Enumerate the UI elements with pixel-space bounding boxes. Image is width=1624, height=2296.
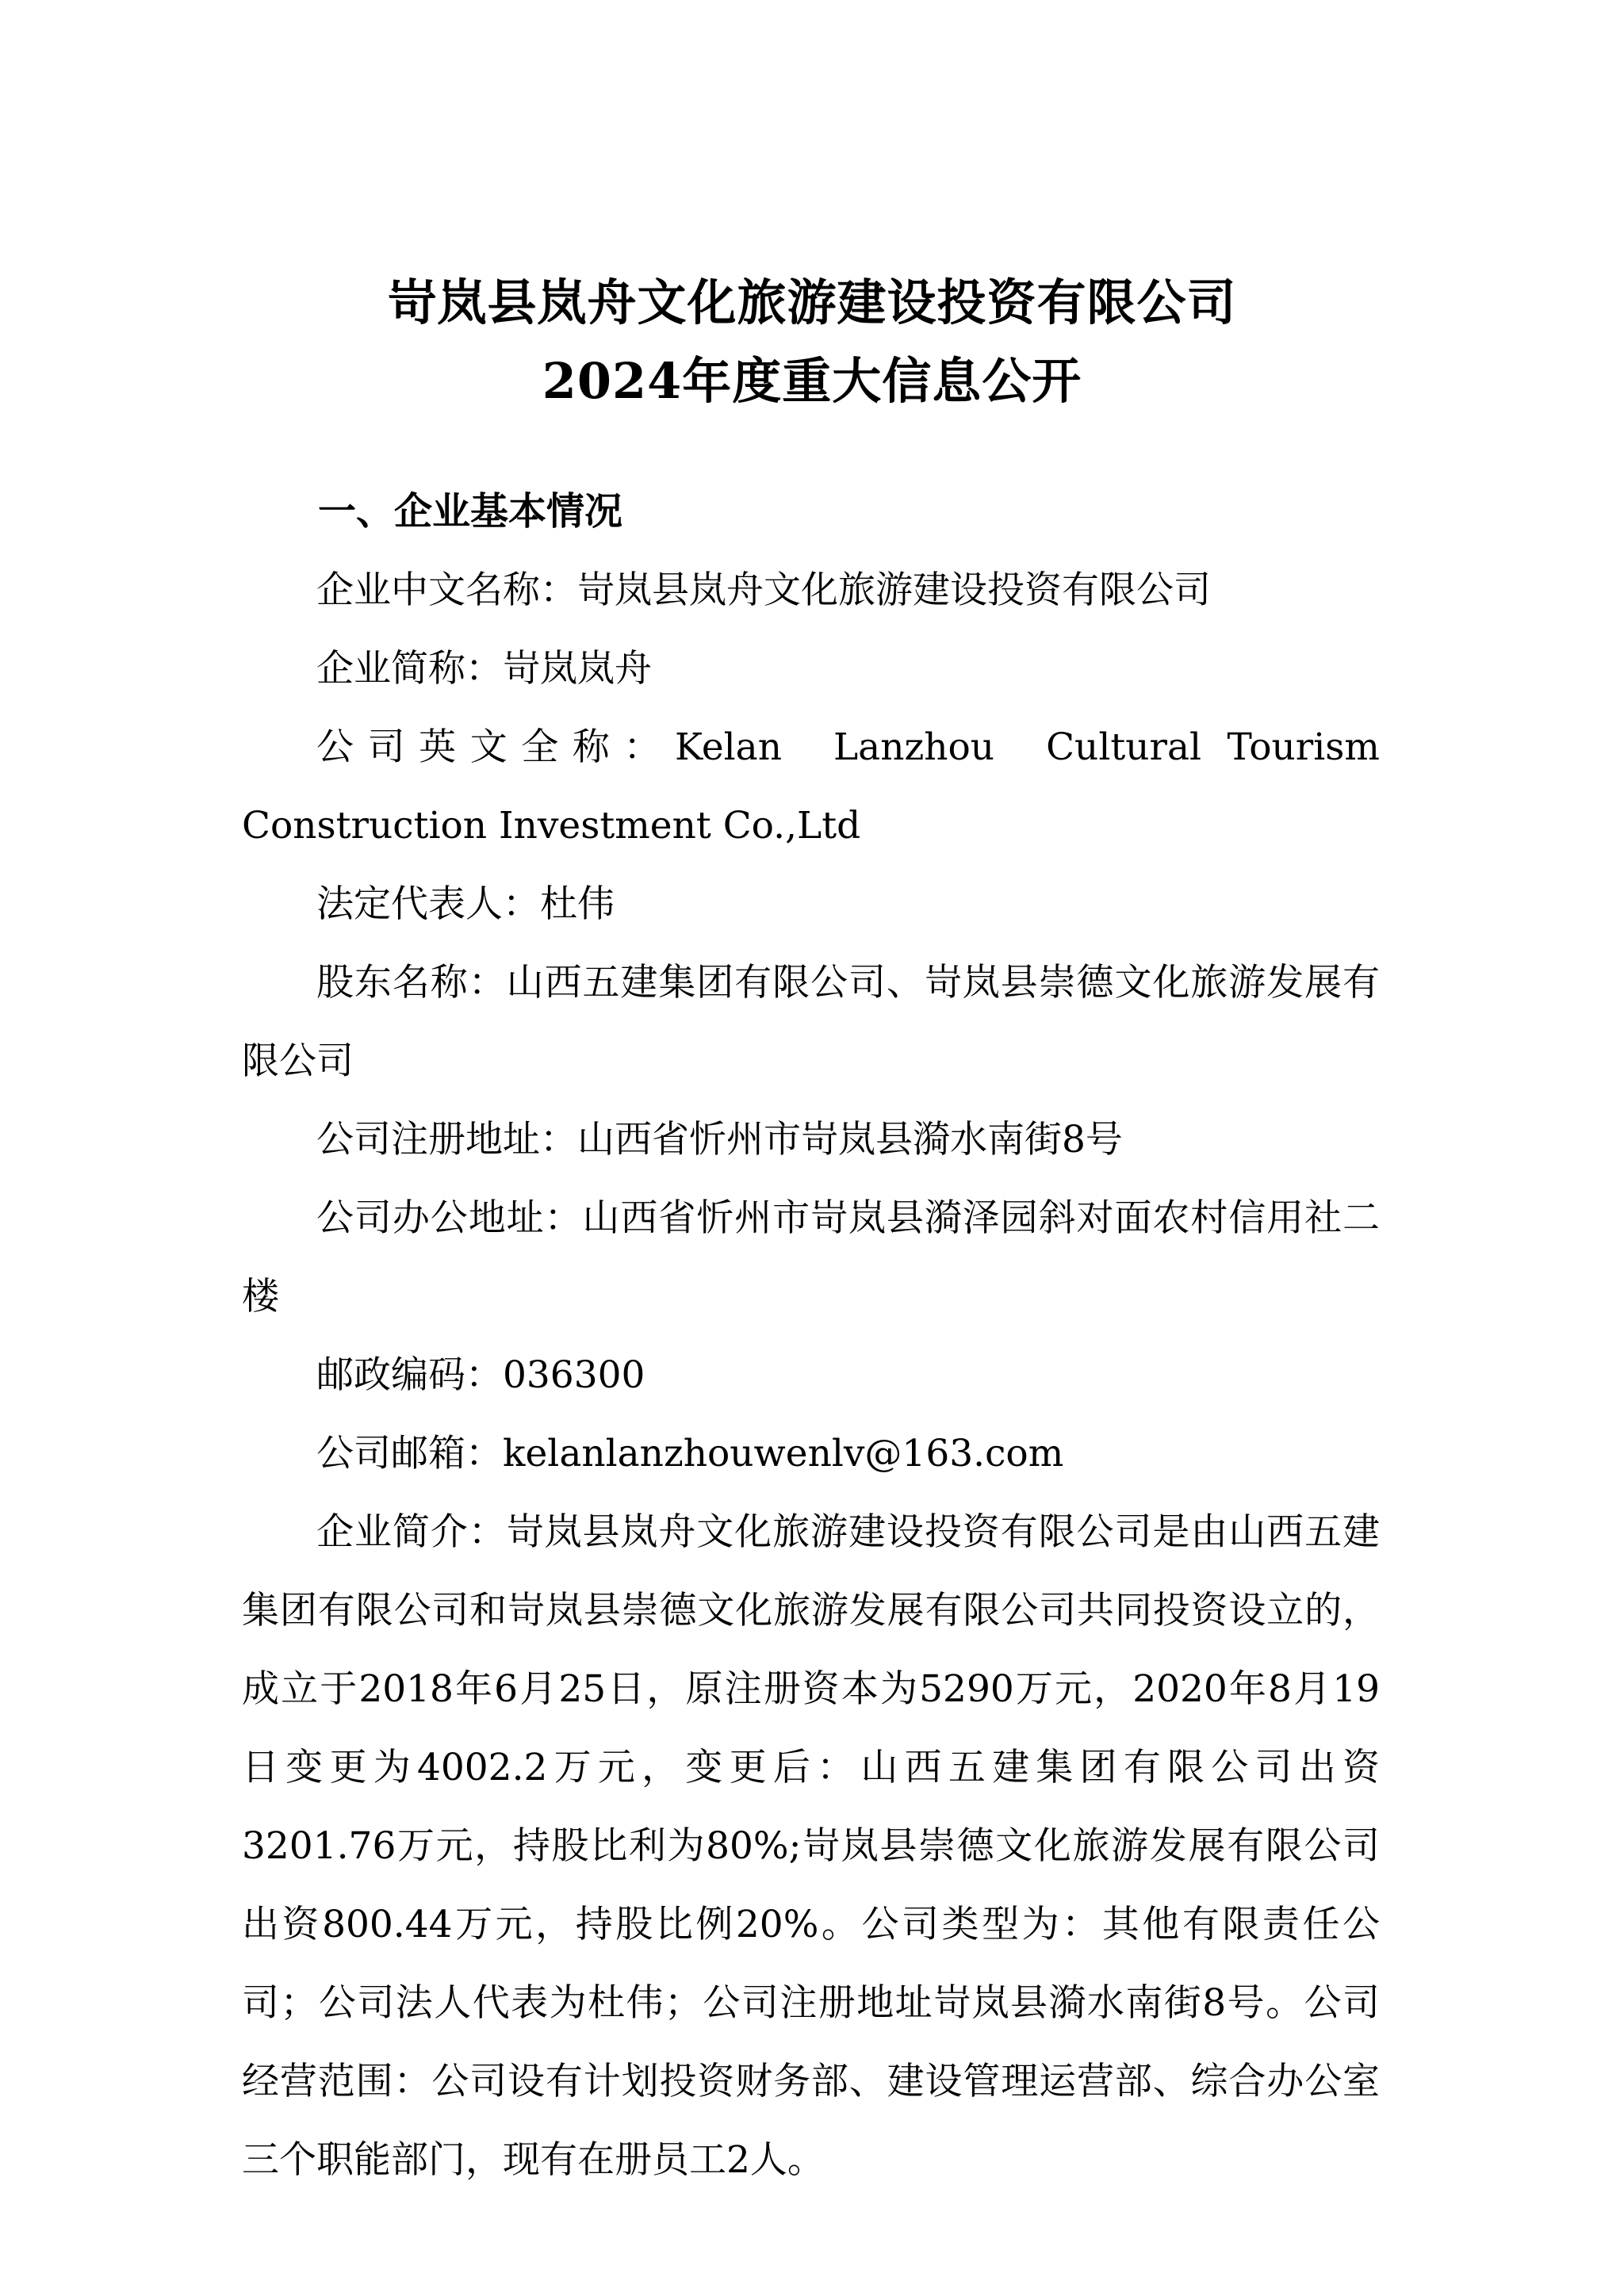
- document-title-line1: 岢岚县岚舟文化旅游建设投资有限公司: [387, 274, 1237, 331]
- section-heading: 一、企业基本情况: [318, 489, 623, 534]
- body-paragraph: 企业简介：岢岚县岚舟文化旅游建设投资有限公司是由山西五建集团有限公司和岢岚县崇德文化旅游发展有限公司共同投资设立的，成立于2018年6月25日，原注册资本为5290万元，2020年8月19 日变更为4002.2万元，变更后：山西五建集团有限公司出资3201.76万元，持股比利为80%;岢岚县崇德文化旅游发展有限公司出资800.44万元，持股比例20%。公司类型为：其他有限责任公司；公司法人代表为杜伟；公司注册地址岢岚县漪水南街8号。公司经营范围：公司设有计划投资财务部、建设管理运营部、综合办公室三个职能部门，现有在册员工2人。: [242, 1510, 1392, 2182]
- body-paragraph: 公司办公地址：山西省忻州市岢岚县漪泽园斜对面农村信用社二楼: [242, 1196, 1380, 1318]
- body-paragraph: 公司注册地址：山西省忻州市岢岚县漪水南街8号: [316, 1118, 1123, 1161]
- document-title-line2: 2024年度重大信息公开: [542, 352, 1082, 410]
- body-paragraph: 企业中文名称：岢岚县岚舟文化旅游建设投资有限公司: [316, 568, 1211, 612]
- document-body: [242, 551, 1392, 2199]
- body-paragraph: 邮政编码：036300: [316, 1353, 645, 1397]
- body-paragraph: 法定代表人：杜伟: [316, 882, 615, 926]
- body-paragraph: 股东名称：山西五建集团有限公司、岢岚县崇德文化旅游发展有限公司: [242, 961, 1380, 1083]
- body-paragraph: 企业简称：岢岚岚舟: [316, 647, 652, 691]
- body-paragraph: 公司英文全称：Kelan Lanzhou Cultural Tourism Construction Investment Co.,Ltd: [242, 725, 1392, 848]
- document-title: [242, 263, 1382, 420]
- body-paragraph: 公司邮箱：kelanlanzhouwenlv@163.com: [316, 1432, 1064, 1475]
